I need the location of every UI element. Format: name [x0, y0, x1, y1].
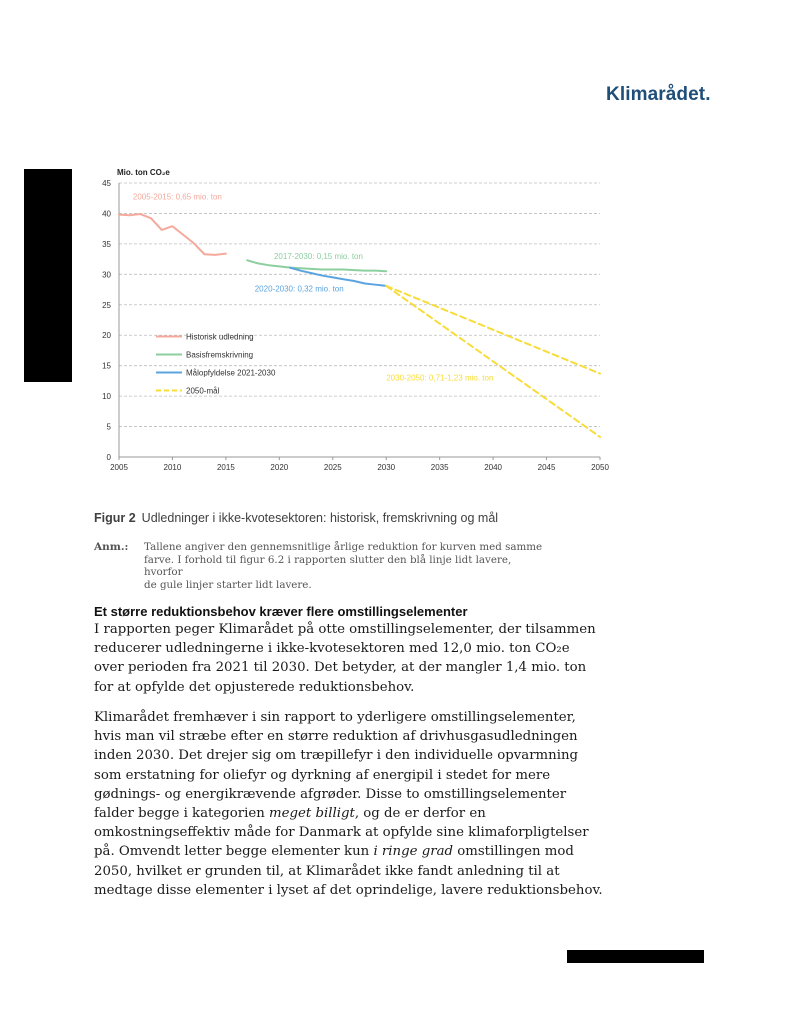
note-line: de gule linjer starter lidt lavere. [144, 578, 312, 591]
x-tick-label: 2030 [377, 463, 396, 472]
text-run: på. Omvendt letter begge elementer kun [94, 844, 374, 860]
paragraph-line: gødnings- og energikrævende afgrøder. Disse to omstillingselementer [94, 786, 567, 802]
paragraph-line [94, 804, 539, 823]
annotation-label: 2020-2030: 0,32 mio. ton [254, 284, 344, 294]
section-heading: Et større reduktionsbehov kræver flere omstillingselementer [94, 604, 468, 619]
legend-label: Basisfremskrivning [186, 350, 254, 360]
x-tick-label: 2040 [484, 463, 503, 472]
y-tick-label: 40 [102, 209, 111, 219]
paragraph-2 [94, 708, 603, 900]
paragraph-1 [94, 620, 596, 697]
paragraph-line: medtage disse elementer i lyset af det oprindelige, lavere reduktionsbehov. [94, 882, 603, 898]
footer-marker-bar [567, 950, 704, 963]
y-tick-label: 5 [106, 422, 111, 432]
x-tick-label: 2025 [323, 463, 342, 472]
figure-number: Figur 2 [94, 511, 136, 525]
x-tick-label: 2020 [270, 463, 289, 472]
x-tick-label: 2005 [110, 463, 128, 472]
note-line: Tallene angiver den gennemsnitlige årlige reduktion for kurven med samme [144, 541, 543, 553]
annotation-label: 2030-2050: 0,71-1,23 mio. ton [386, 373, 494, 383]
paragraph-line: over perioden fra 2021 til 2030. Det betyder, at der mangler 1,4 mio. ton [94, 660, 587, 676]
figure-caption [94, 511, 498, 525]
legend-label: Målopfyldelse 2021-2030 [186, 368, 276, 378]
emissions-chart [0, 0, 787, 500]
paragraph-line: omkostningseffektiv måde for Danmark at opfylde sine klimaforpligtelser [94, 825, 589, 841]
series-line [386, 286, 600, 437]
x-tick-label: 2015 [216, 463, 235, 472]
note-line: farve. I forhold til figur 6.2 i rapporten slutter den blå linje lidt lavere, hvorfor [144, 553, 512, 578]
note-label: Anm.: [94, 541, 129, 553]
paragraph-line: hvis man vil stræbe efter en større reduktion af drivhusgasudledningen [94, 729, 578, 745]
x-tick-label: 2010 [163, 463, 182, 472]
annotation-label: 2005-2015: 0,65 mio. ton [132, 192, 222, 202]
x-tick-label: 2045 [537, 463, 556, 472]
y-axis-label: Mio. ton CO₂e [117, 168, 170, 177]
x-tick-label: 2050 [591, 463, 609, 472]
legend-label: 2050-mål [186, 386, 220, 396]
series-line [247, 260, 386, 271]
y-tick-label: 30 [102, 270, 111, 280]
paragraph-line: inden 2030. Det drejer sig om træpillefyr i den individuelle opvarmning [94, 748, 579, 764]
y-tick-label: 15 [102, 361, 111, 371]
emphasis-i-ringe-grad: i ringe grad [373, 844, 454, 860]
y-tick-label: 25 [102, 300, 111, 310]
text-run: falder begge i kategorien [94, 806, 270, 822]
klimaraadet-logo: Klimarådet. [606, 84, 711, 105]
y-tick-label: 35 [102, 239, 111, 249]
y-tick-label: 45 [102, 179, 111, 188]
y-tick-label: 20 [102, 331, 111, 341]
paragraph-line [94, 842, 574, 861]
paragraph-line: reducerer udledningerne i ikke-kvotesektoren med 12,0 mio. ton CO₂e [94, 641, 570, 657]
emphasis-meget-billigt: meget billigt [269, 806, 355, 822]
paragraph-line: 2050, hvilket er grunden til, at Klimarådet ikke fandt anledning til at [94, 863, 560, 879]
text-run: , og de er derfor en [354, 806, 486, 822]
y-tick-label: 0 [106, 453, 111, 462]
paragraph-line: for at opfylde det opjusterede reduktionsbehov. [94, 679, 415, 695]
paragraph-line: som erstatning for oliefyr og dyrkning af energipil i stedet for mere [94, 767, 551, 783]
y-tick-label: 10 [102, 392, 111, 402]
text-run: omstillingen mod [453, 844, 574, 860]
annotation-label: 2017-2030: 0,15 mio. ton [273, 252, 363, 262]
series-line [119, 214, 226, 255]
legend-label: Historisk udledning [186, 332, 254, 342]
x-tick-label: 2035 [430, 463, 449, 472]
paragraph-line: I rapporten peger Klimarådet på otte omstillingselementer, der tilsammen [94, 622, 596, 637]
paragraph-line: Klimarådet fremhæver i sin rapport to yderligere omstillingselementer, [94, 710, 576, 725]
figure-caption-text: Udledninger i ikke-kvotesektoren: historisk, fremskrivning og mål [141, 511, 499, 525]
note-text [144, 541, 544, 591]
